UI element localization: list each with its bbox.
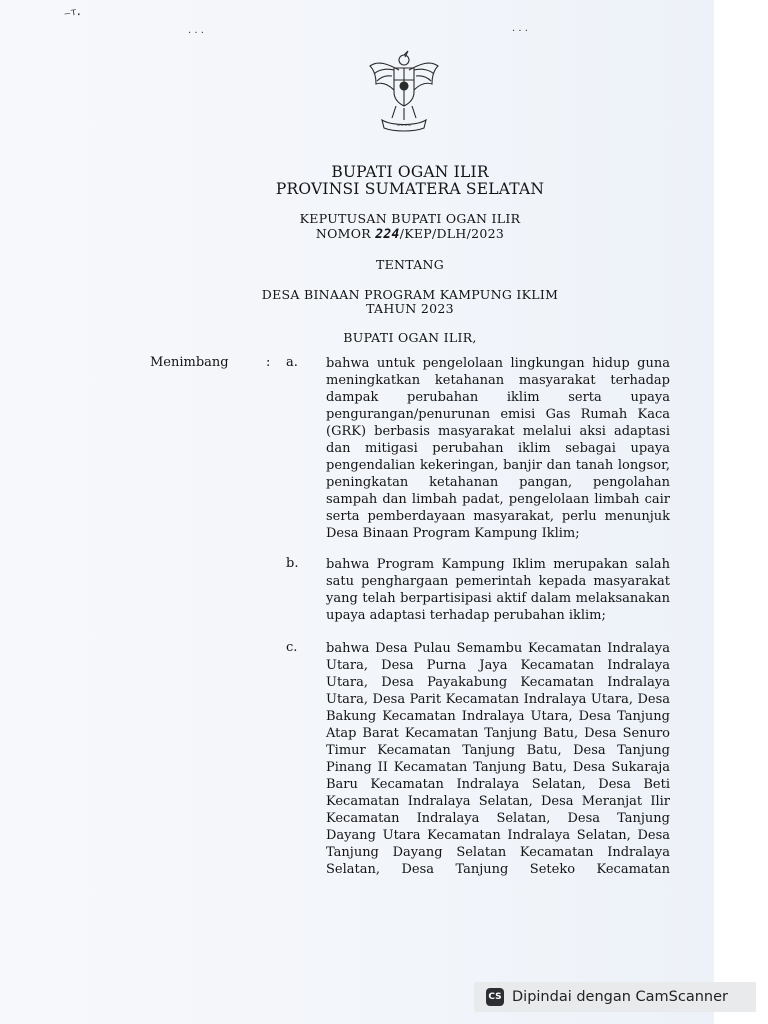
paragraph-line: bahwa untuk pengelolaan lingkungan hidup guna	[326, 356, 670, 371]
scan-margin	[714, 0, 768, 1024]
camscanner-label: Dipindai dengan CamScanner	[512, 989, 729, 1005]
paragraph-c	[326, 640, 670, 878]
nomor-label: NOMOR	[315, 226, 372, 241]
subject-line-1: DESA BINAAN PROGRAM KAMPUNG IKLIM	[261, 287, 559, 302]
camscanner-logo-icon: CS	[486, 988, 504, 1006]
paragraph-line: Kecamatan Indralaya Selatan, Desa Tanjung	[326, 811, 670, 826]
paragraph-line: pengendalian kekeringan, banjir dan tanah longsor,	[326, 458, 670, 473]
menimbang-label: Menimbang	[150, 355, 229, 370]
paragraph-line: Atap Barat Kecamatan Tanjung Batu, Desa Senuro	[326, 726, 670, 741]
paragraph-line: Baru Kecamatan Indralaya Selatan, Desa Beti	[326, 777, 670, 792]
paragraph-line: Pinang II Kecamatan Tanjung Batu, Desa Sukaraja	[326, 760, 670, 775]
paragraph-line: Tanjung Dayang Selatan Kecamatan Indralaya	[326, 845, 670, 860]
nomor-suffix: /KEP/DLH/2023	[399, 226, 505, 241]
paragraph-line: meningkatkan ketahanan masyarakat terhadap	[326, 373, 670, 388]
paragraph-line: Kecamatan Indralaya Selatan, Desa Meranjat Ilir	[326, 794, 670, 809]
paragraph-line: bahwa Program Kampung Iklim merupakan salah	[326, 557, 670, 572]
paragraph-line: pengurangan/penurunan emisi Gas Rumah Kaca	[326, 407, 670, 422]
paragraph-line: upaya adaptasi terhadap perubahan iklim;	[326, 608, 606, 623]
garuda-emblem-icon	[364, 46, 444, 136]
paragraph-line: yang telah berpartisipasi aktif dalam melaksanakan	[326, 591, 670, 606]
nomor-handwritten-number: 224	[375, 227, 400, 242]
scan-dots: · · ·	[188, 28, 204, 39]
paragraph-line: satu penghargaan pemerintah kepada masyarakat	[326, 574, 670, 589]
paragraph-line: serta pemberdayaan masyarakat, perlu menunjuk	[326, 509, 670, 524]
paragraph-line: dampak perubahan iklim serta upaya	[326, 390, 670, 405]
paragraph-b	[326, 556, 670, 624]
province-title: PROVINSI SUMATERA SELATAN	[275, 180, 545, 198]
paragraph-line: Dayang Utara Kecamatan Indralaya Selatan, Desa	[326, 828, 670, 843]
paragraph-line: Selatan, Desa Tanjung Seteko Kecamatan	[326, 862, 670, 877]
item-letter-a: a.	[286, 355, 298, 370]
authority-line: BUPATI OGAN ILIR,	[343, 330, 477, 345]
paragraph-line: Utara, Desa Parit Kecamatan Indralaya Utara, Desa	[326, 692, 670, 707]
paragraph-a	[326, 355, 670, 542]
paragraph-line: Bakung Kecamatan Indralaya Utara, Desa Tanjung	[326, 709, 670, 724]
paragraph-line: Timur Kecamatan Tanjung Batu, Desa Tanjung	[326, 743, 670, 758]
paragraph-line: peningkatan ketahanan pangan, pengolahan	[326, 475, 670, 490]
paragraph-line: (GRK) berbasis masyarakat melalui aksi adaptasi	[326, 424, 670, 439]
paragraph-line: Desa Binaan Program Kampung Iklim;	[326, 526, 580, 541]
paragraph-line: Utara, Desa Purna Jaya Kecamatan Indralaya	[326, 658, 670, 673]
paragraph-line: dan mitigasi perubahan iklim sebagai upaya	[326, 441, 670, 456]
decree-title: KEPUTUSAN BUPATI OGAN ILIR	[299, 211, 521, 226]
regent-title: BUPATI OGAN ILIR	[331, 163, 489, 181]
decree-number	[150, 226, 670, 242]
item-letter-c: c.	[286, 640, 298, 655]
paragraph-line: bahwa Desa Pulau Semambu Kecamatan Indralaya	[326, 641, 670, 656]
menimbang-colon: :	[266, 355, 271, 370]
camscanner-watermark	[474, 982, 756, 1012]
subject-line-2: TAHUN 2023	[366, 301, 454, 316]
scan-dots: · · ·	[512, 26, 528, 37]
paragraph-line: sampah dan limbah padat, pengelolaan limbah cair	[326, 492, 670, 507]
svg-text:~~~~: ~~~~	[396, 124, 412, 129]
scan-mark: ⁻ᵀ·	[62, 6, 83, 26]
tentang-heading: TENTANG	[375, 257, 445, 272]
paragraph-line: Utara, Desa Payakabung Kecamatan Indralaya	[326, 675, 670, 690]
item-letter-b: b.	[286, 556, 299, 571]
